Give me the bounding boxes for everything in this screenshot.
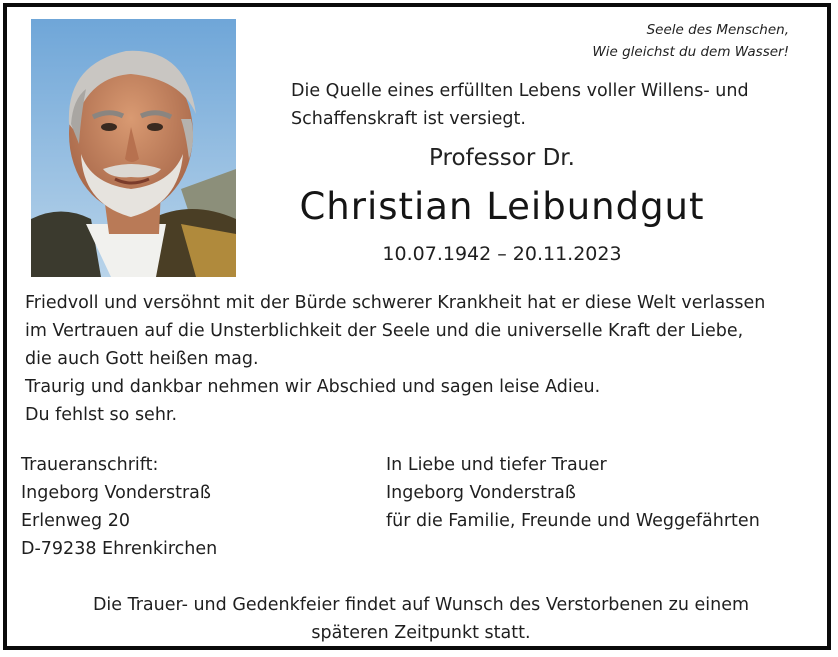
body-line-5: Du fehlst so sehr. xyxy=(25,405,178,425)
body-line-2: im Vertrauen auf die Unsterblichkeit der Seele und die universelle Kraft der Liebe, xyxy=(25,321,744,341)
life-dates: 10.07.1942 – 20.11.2023 xyxy=(382,243,622,265)
mourners-group: für die Familie, Freunde und Weggefährten xyxy=(386,511,760,531)
mourning-address xyxy=(21,451,217,563)
body-line-1: Friedvoll und versöhnt mit der Bürde schwerer Krankheit hat er diese Welt verlassen xyxy=(25,293,766,313)
motto-quote xyxy=(592,19,789,63)
lead-text xyxy=(291,77,811,133)
footer-line-1: Die Trauer- und Gedenkfeier findet auf Wunsch des Verstorbenen zu einem xyxy=(92,595,750,615)
memorial-notice xyxy=(21,591,821,647)
obituary-card xyxy=(3,3,831,650)
academic-title: Professor Dr. xyxy=(429,145,575,171)
mourners-intro: In Liebe und tiefer Trauer xyxy=(386,455,607,475)
lead-line-2: Schaffenskraft ist versiegt. xyxy=(291,109,526,129)
lead-line-1: Die Quelle eines erfüllten Lebens voller Willens- und xyxy=(291,81,749,101)
mourners-signature xyxy=(386,451,760,535)
obituary-body xyxy=(25,289,825,429)
body-line-4: Traurig und dankbar nehmen wir Abschied und sagen leise Adieu. xyxy=(25,377,601,397)
address-label: Traueranschrift: xyxy=(21,455,159,475)
footer-line-2: späteren Zeitpunkt statt. xyxy=(311,623,531,643)
address-city: D-79238 Ehrenkirchen xyxy=(21,539,218,559)
address-street: Erlenweg 20 xyxy=(21,511,130,531)
mourners-name: Ingeborg Vonderstraß xyxy=(386,483,576,503)
motto-line-1: Seele des Menschen, xyxy=(646,22,789,38)
address-name: Ingeborg Vonderstraß xyxy=(21,483,211,503)
deceased-name: Christian Leibundgut xyxy=(299,185,705,228)
portrait-photo xyxy=(31,19,236,277)
motto-line-2: Wie gleichst du dem Wasser! xyxy=(592,44,789,60)
body-line-3: die auch Gott heißen mag. xyxy=(25,349,259,369)
